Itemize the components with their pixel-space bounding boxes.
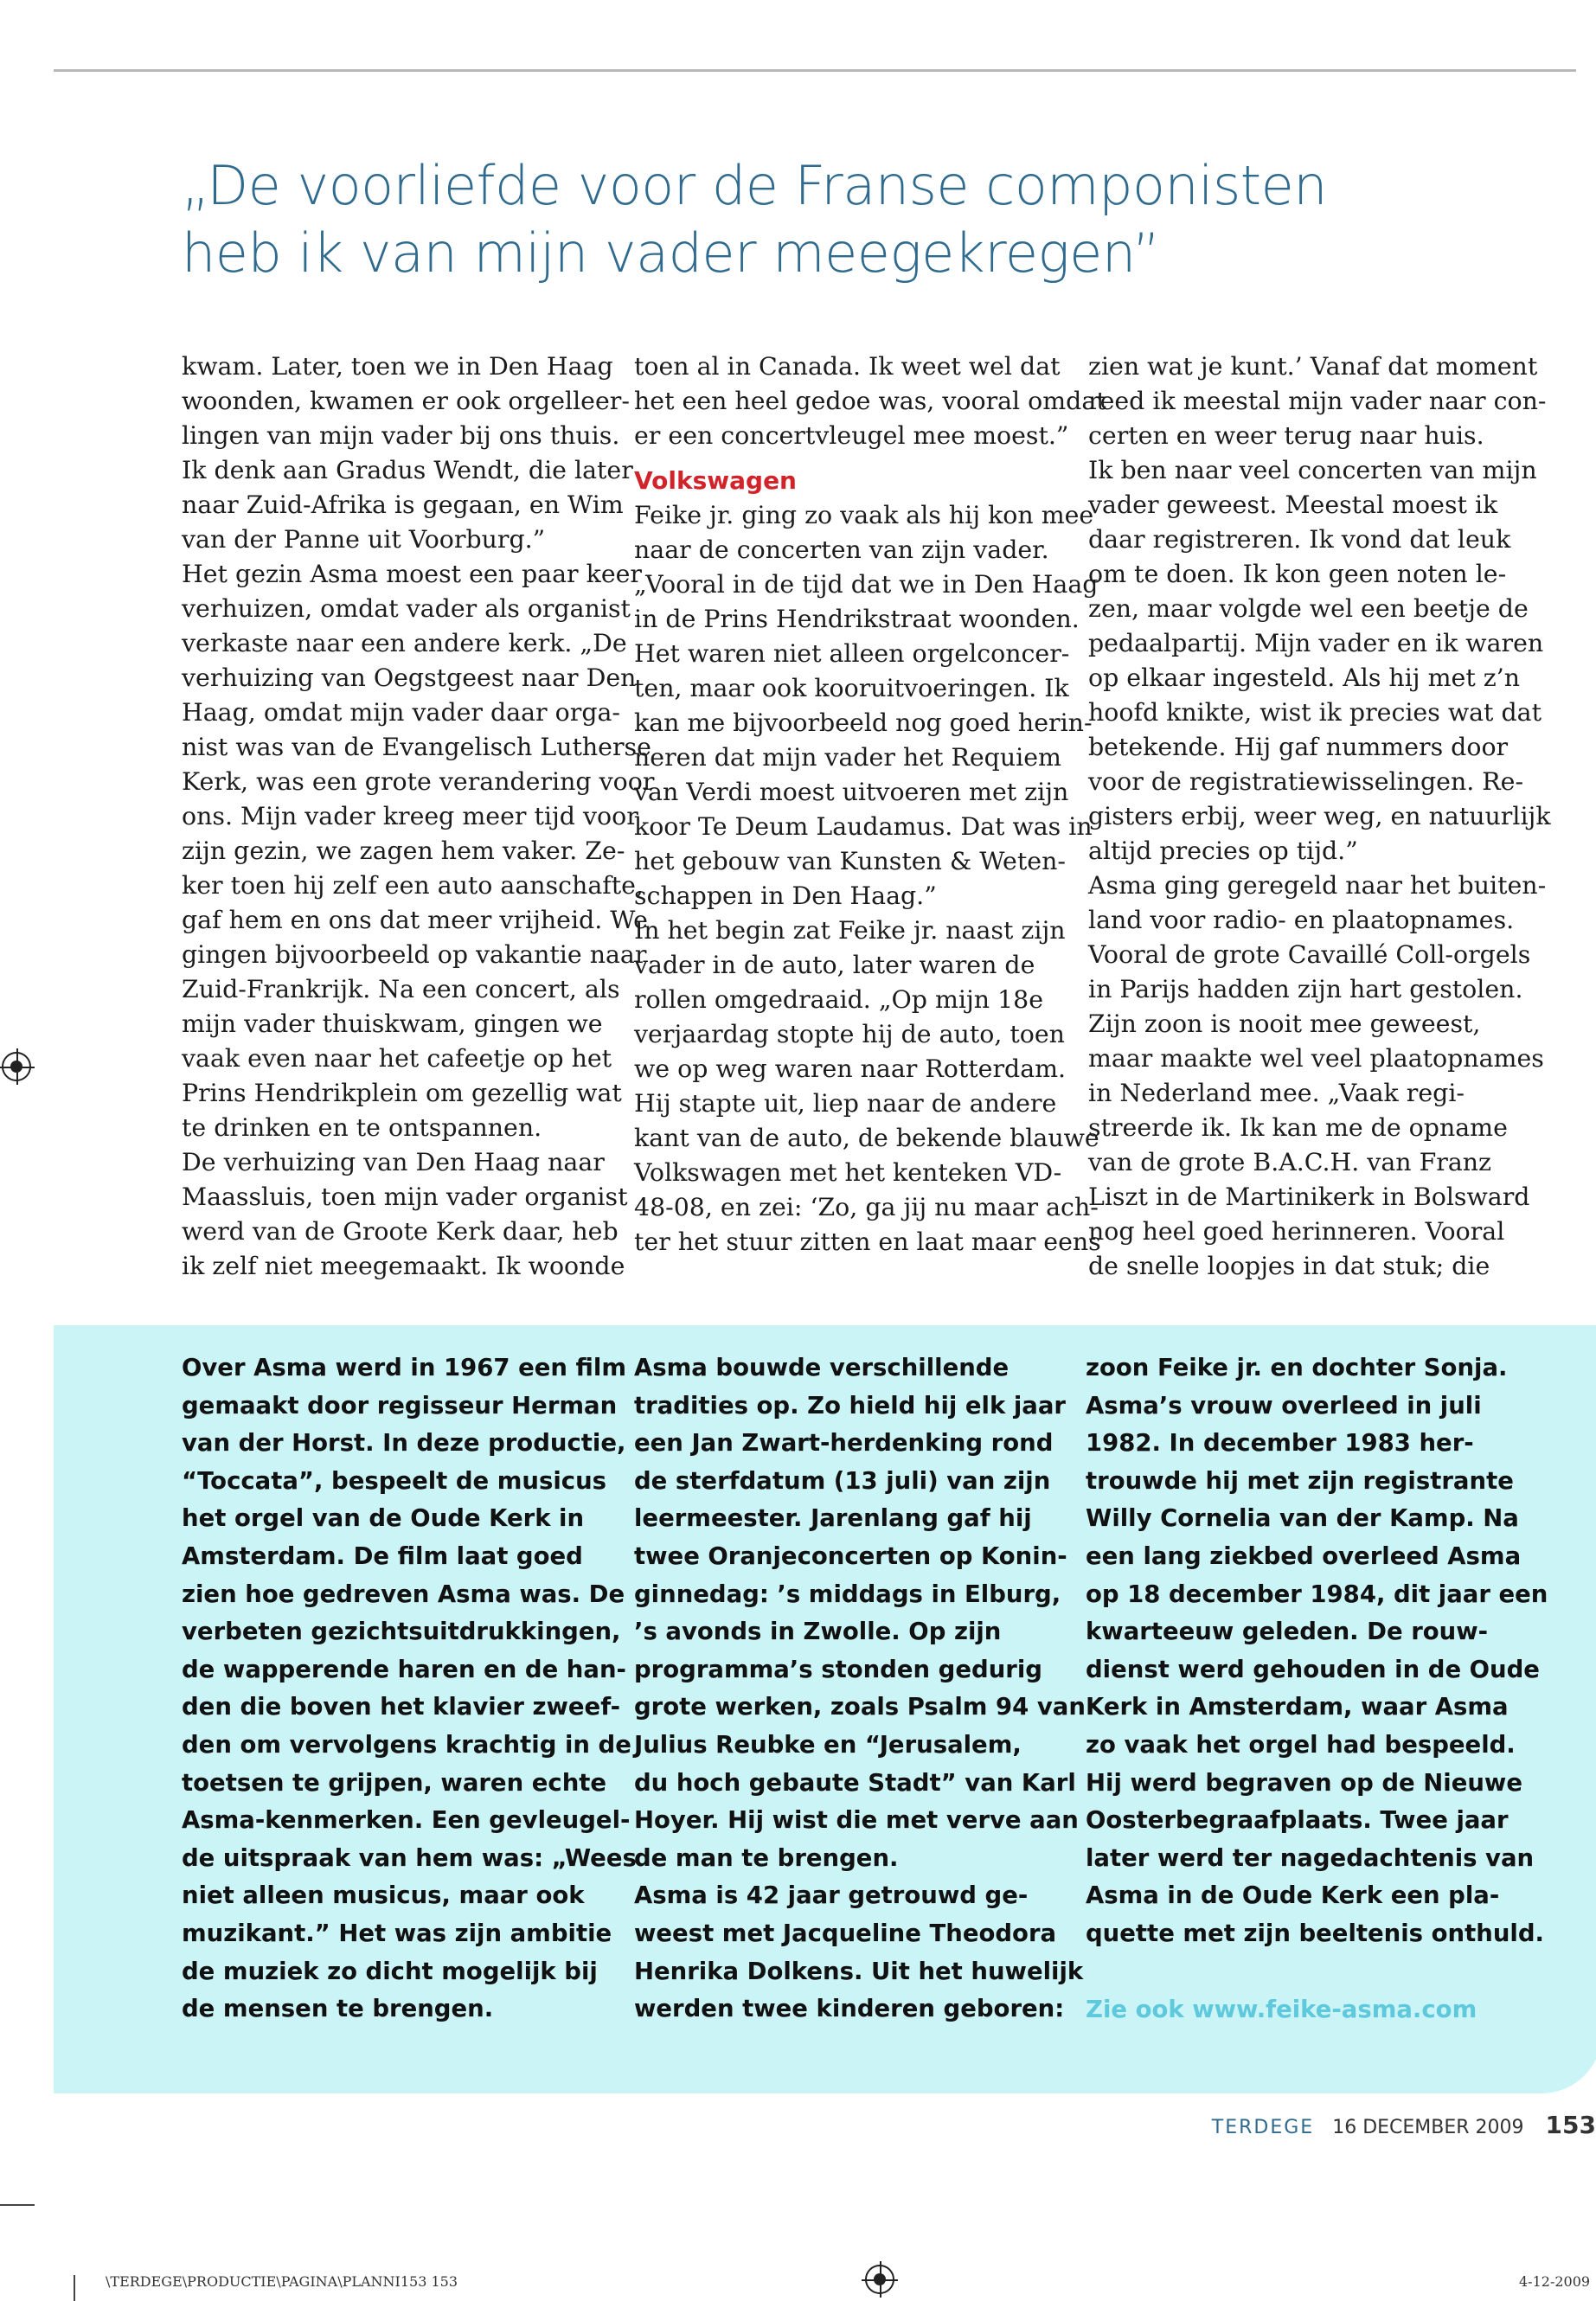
article-text-line: maar maakte wel veel plaatopnames <box>1088 1044 1544 1073</box>
crop-mark <box>0 2204 35 2206</box>
info-box-text-line: Hij werd begraven op de Nieuwe <box>1086 1768 1522 1797</box>
pull-quote <box>182 152 1479 287</box>
article-text-line: Het waren niet alleen orgelconcer- <box>634 639 1070 668</box>
article-text-line: Asma ging geregeld naar het buiten- <box>1088 871 1547 900</box>
info-box-text-line: van der Horst. In deze productie, <box>182 1429 626 1458</box>
info-box-text-line: verbeten gezichtsuitdrukkingen, <box>182 1618 621 1646</box>
info-box-text-line: trouwde hij met zijn registrante <box>1086 1466 1514 1495</box>
registration-mark-icon <box>2 1052 31 1081</box>
article-text-line: van de grote B.A.C.H. van Franz <box>1088 1148 1492 1176</box>
info-box-text-line: een lang ziekbed overleed Asma <box>1086 1541 1522 1570</box>
info-box-text-line: de man te brengen. <box>634 1843 899 1872</box>
article-text-line: voor de registratiewisselingen. Re- <box>1088 767 1524 796</box>
article-text-line: Haag, omdat mijn vader daar orga- <box>182 698 621 727</box>
article-text-line: Zuid-Frankrijk. Na een concert, als <box>182 975 620 1003</box>
article-text-line: naar de concerten van zijn vader. <box>634 535 1049 564</box>
info-box-text-line: Over Asma werd in 1967 een film <box>182 1354 627 1381</box>
article-text-line: „Vooral in de tijd dat we in Den Haag <box>634 570 1099 599</box>
article-text-line: hoofd knikte, wist ik precies wat dat <box>1088 698 1542 727</box>
article-text-line: verkaste naar een andere kerk. „De <box>182 629 627 657</box>
article-text-line: naar Zuid-Afrika is gegaan, en Wim <box>182 490 624 519</box>
article-text-line: kant van de auto, de bekende blauwe <box>634 1124 1099 1152</box>
article-text-line: vader in de auto, later waren de <box>634 951 1035 979</box>
info-box-text-line: zo vaak het orgel had bespeeld. <box>1086 1730 1516 1759</box>
info-box-text-line: Willy Cornelia van der Kamp. Na <box>1086 1504 1519 1533</box>
article-text-line: in Parijs hadden zijn hart gestolen. <box>1088 975 1523 1003</box>
info-box-text-line: den die boven het klavier zweef- <box>182 1693 621 1721</box>
website-link[interactable]: Zie ook www.feike-asma.com <box>1086 1995 1477 2023</box>
article-text-line: het gebouw van Kunsten & Weten- <box>634 847 1066 875</box>
section-heading-volkswagen: Volkswagen <box>634 466 797 495</box>
article-text-line: certen en weer terug naar huis. <box>1088 421 1484 450</box>
info-box-text-line: quette met zijn beeltenis onthuld. <box>1086 1919 1544 1947</box>
article-text-line: te drinken en te ontspannen. <box>182 1113 542 1142</box>
info-box-text-line: Henrika Dolkens. Uit het huwelijk <box>634 1957 1084 1985</box>
article-text-line: Liszt in de Martinikerk in Bolsward <box>1088 1183 1530 1211</box>
info-box-text-line: 1982. In december 1983 her- <box>1086 1429 1474 1458</box>
article-text-line: streerde ik. Ik kan me de opname <box>1088 1113 1508 1142</box>
info-box-text-line: Asma bouwde verschillende <box>634 1354 1010 1381</box>
article-text-line: Prins Hendrikplein om gezellig wat <box>182 1079 622 1107</box>
info-box-text-line: du hoch gebaute Stadt” van Karl <box>634 1768 1076 1797</box>
article-text-line: Zijn zoon is nooit mee geweest, <box>1088 1009 1481 1038</box>
article-text-line: De verhuizing van Den Haag naar <box>182 1148 605 1176</box>
article-text-line: altijd precies op tijd.” <box>1088 836 1358 865</box>
article-text-line: pedaalpartij. Mijn vader en ik waren <box>1088 629 1544 657</box>
info-box-text-line: Oosterbegraafplaats. Twee jaar <box>1086 1806 1509 1835</box>
article-text-line: ik zelf niet meegemaakt. Ik woonde <box>182 1252 625 1280</box>
info-box-text-line: Asma-kenmerken. Een gevleugel- <box>182 1806 631 1835</box>
info-box-text-line: een Jan Zwart-herdenking rond <box>634 1429 1054 1458</box>
article-text-line: daar registreren. Ik vond dat leuk <box>1088 525 1511 554</box>
page-number: 153 <box>1545 2111 1596 2139</box>
article-text-line: in Nederland mee. „Vaak regi- <box>1088 1079 1465 1107</box>
article-text-line: reed ik meestal mijn vader naar con- <box>1088 387 1547 415</box>
info-box-column-1 <box>182 1349 637 2029</box>
article-text-line: zien wat je kunt.’ Vanaf dat moment <box>1088 352 1538 381</box>
info-box-text-line: later werd ter nagedachtenis van <box>1086 1843 1535 1872</box>
column-2-intro <box>634 349 1106 453</box>
article-text-line: land voor radio- en plaatopnames. <box>1088 906 1515 934</box>
article-text-line: lingen van mijn vader bij ons thuis. <box>182 421 620 450</box>
article-text-line: kan me bijvoorbeeld nog goed herin- <box>634 708 1093 737</box>
article-text-line: nist was van de Evangelisch Lutherse <box>182 733 651 761</box>
info-box-text-line: Asma in de Oude Kerk een pla- <box>1086 1881 1500 1910</box>
article-text-line: woonden, kwamen er ook orgelleer- <box>182 387 630 415</box>
info-box-text-line: grote werken, zoals Psalm 94 van <box>634 1693 1086 1721</box>
magazine-name: TERDEGE <box>1211 2117 1315 2138</box>
article-text-line: Maassluis, toen mijn vader organist <box>182 1183 628 1211</box>
info-box-text-line: leermeester. Jarenlang gaf hij <box>634 1504 1032 1533</box>
article-text-line: gingen bijvoorbeeld op vakantie naar <box>182 940 647 969</box>
info-box-text-line: ginnedag: ’s middags in Elburg, <box>634 1580 1061 1608</box>
article-text-line: Hij stapte uit, liep naar de andere <box>634 1089 1057 1118</box>
article-text-line: in de Prins Hendrikstraat woonden. <box>634 605 1080 633</box>
article-text-line: In het begin zat Feike jr. naast zijn <box>634 916 1066 945</box>
article-column-3 <box>1088 349 1551 1284</box>
article-text-line: zijn gezin, we zagen hem vaker. Ze- <box>182 836 625 865</box>
article-text-line: toen al in Canada. Ik weet wel dat <box>634 352 1061 381</box>
info-box-text-line: het orgel van de Oude Kerk in <box>182 1504 585 1533</box>
article-text-line: werd van de Groote Kerk daar, heb <box>182 1217 619 1246</box>
info-box-text-line: op 18 december 1984, dit jaar een <box>1086 1580 1548 1608</box>
article-text-line: ten, maar ook kooruitvoeringen. Ik <box>634 674 1069 702</box>
info-box-text-line: Amsterdam. De film laat goed <box>182 1541 583 1570</box>
article-text-line: zen, maar volgde wel een beetje de <box>1088 594 1529 623</box>
article-text-line: verhuizen, omdat vader als organist <box>182 594 631 623</box>
article-text-line: van der Panne uit Voorburg.” <box>182 525 546 554</box>
article-text-line: neren dat mijn vader het Requiem <box>634 743 1061 772</box>
info-box-text-line: zoon Feike jr. en dochter Sonja. <box>1086 1354 1508 1381</box>
article-text-line: vaak even naar het cafeetje op het <box>182 1044 612 1073</box>
article-text-line: we op weg waren naar Rotterdam. <box>634 1054 1067 1083</box>
article-text-line: Volkswagen met het kenteken VD- <box>634 1158 1062 1187</box>
info-box-text-line: gemaakt door regisseur Herman <box>182 1391 618 1420</box>
article-text-line: van Verdi moest uitvoeren met zijn <box>634 778 1069 806</box>
article-column-2 <box>634 349 1106 1259</box>
article-text-line: gaf hem en ons dat meer vrijheid. We <box>182 906 648 934</box>
info-box-column-3 <box>1086 1349 1548 2029</box>
info-box-text-line: Julius Reubke en “Jerusalem, <box>634 1730 1022 1759</box>
article-text-line: mijn vader thuiskwam, gingen we <box>182 1009 603 1038</box>
info-box-text-line: Hoyer. Hij wist die met verve aan <box>634 1806 1079 1835</box>
column-2-body <box>634 498 1101 1259</box>
article-text-line: rollen omgedraaid. „Op mijn 18e <box>634 985 1044 1014</box>
info-box-text-line: kwarteeuw geleden. De rouw- <box>1086 1618 1489 1646</box>
info-box-text-line: weest met Jacqueline Theodora <box>634 1919 1057 1947</box>
article-text-line: 48-08, en zei: ‘Zo, ga jij nu maar ach- <box>634 1193 1099 1221</box>
article-text-line: gisters erbij, weer weg, en natuurlijk <box>1088 802 1551 830</box>
article-text-line: Ik denk aan Gradus Wendt, die later <box>182 456 633 484</box>
article-column-1 <box>182 349 655 1284</box>
info-box-text-line: de sterfdatum (13 juli) van zijn <box>634 1466 1051 1495</box>
top-rule <box>54 69 1576 72</box>
info-box-text-line: ’s avonds in Zwolle. Op zijn <box>634 1618 1002 1646</box>
article-text-line: schappen in Den Haag.” <box>634 881 937 910</box>
article-text-line: ter het stuur zitten en laat maar eens <box>634 1227 1101 1256</box>
article-text-line: op elkaar ingesteld. Als hij met z’n <box>1088 663 1521 692</box>
info-box-text-line: de mensen te brengen. <box>182 1995 494 2023</box>
crop-mark <box>74 2275 75 2301</box>
info-box-text-line: programma’s stonden gedurig <box>634 1655 1042 1683</box>
article-text-line: ons. Mijn vader kreeg meer tijd voor <box>182 802 638 830</box>
info-box-text-line: Kerk in Amsterdam, waar Asma <box>1086 1693 1509 1721</box>
article-text-line: betekende. Hij gaf nummers door <box>1088 733 1509 761</box>
article-text-line: vader geweest. Meestal moest ik <box>1088 490 1498 519</box>
info-box-text-line: niet alleen musicus, maar ook <box>182 1881 585 1910</box>
article-text-line: Ik ben naar veel concerten van mijn <box>1088 456 1537 484</box>
info-box-text-line: Asma is 42 jaar getrouwd ge- <box>634 1881 1029 1910</box>
registration-mark-icon <box>865 2265 894 2294</box>
info-box-column-2 <box>634 1349 1084 2029</box>
info-box-text-line: de muziek zo dicht mogelijk bij <box>182 1957 598 1985</box>
info-box-text-line: Asma’s vrouw overleed in juli <box>1086 1391 1482 1420</box>
article-text-line: nog heel goed herinneren. Vooral <box>1088 1217 1505 1246</box>
info-box-text-line: “Toccata”, bespeelt de musicus <box>182 1466 607 1495</box>
info-box-text-line: de uitspraak van hem was: „Wees <box>182 1843 637 1872</box>
info-box-text-line: toetsen te grijpen, waren echte <box>182 1768 607 1797</box>
info-box-text-line: de wapperende haren en de han- <box>182 1655 626 1683</box>
article-text-line: verhuizing van Oegstgeest naar Den <box>182 663 637 692</box>
info-box-text-line: den om vervolgens krachtig in de <box>182 1730 631 1759</box>
article-text-line: Vooral de grote Cavaillé Coll-orgels <box>1088 940 1531 969</box>
article-text-line: verjaardag stopte hij de auto, toen <box>634 1020 1065 1048</box>
pull-quote-line: heb ik van mijn vader meegekregen” <box>182 221 1160 285</box>
article-text-line: koor Te Deum Laudamus. Dat was in <box>634 812 1093 841</box>
info-box-text-line: dienst werd gehouden in de Oude <box>1086 1655 1540 1683</box>
article-text-line: de snelle loopjes in dat stuk; die <box>1088 1252 1490 1280</box>
article-text-line: ker toen hij zelf een auto aanschafte, <box>182 871 644 900</box>
article-text-line: het een heel gedoe was, vooral omdat <box>634 387 1106 415</box>
article-text-line: Feike jr. ging zo vaak als hij kon mee <box>634 501 1094 529</box>
info-box-text-line: twee Oranjeconcerten op Konin- <box>634 1541 1067 1570</box>
article-text-line: Kerk, was een grote verandering voor <box>182 767 655 796</box>
info-box-column-3-text <box>1086 1349 1548 1953</box>
info-box-text-line: werden twee kinderen geboren: <box>634 1995 1065 2023</box>
info-box-text-line: zien hoe gedreven Asma was. De <box>182 1580 625 1608</box>
issue-date: 16 DECEMBER 2009 <box>1332 2117 1524 2138</box>
info-box-text-line: tradities op. Zo hield hij elk jaar <box>634 1391 1066 1420</box>
info-box-text-line: muzikant.” Het was zijn ambitie <box>182 1919 612 1947</box>
article-text-line: kwam. Later, toen we in Den Haag <box>182 352 613 381</box>
page-footer <box>1212 2111 1596 2145</box>
print-slug-date: 4-12-2009 <box>1519 2273 1591 2290</box>
print-slug-path: \TERDEGE\PRODUCTIE\PAGINA\PLANNI153 153 <box>106 2273 458 2290</box>
pull-quote-line: „De voorliefde voor de Franse componisten <box>182 154 1328 217</box>
article-text-line: Het gezin Asma moest een paar keer <box>182 560 642 588</box>
article-text-line: om te doen. Ik kon geen noten le- <box>1088 560 1507 588</box>
article-text-line: er een concertvleugel mee moest.” <box>634 421 1069 450</box>
